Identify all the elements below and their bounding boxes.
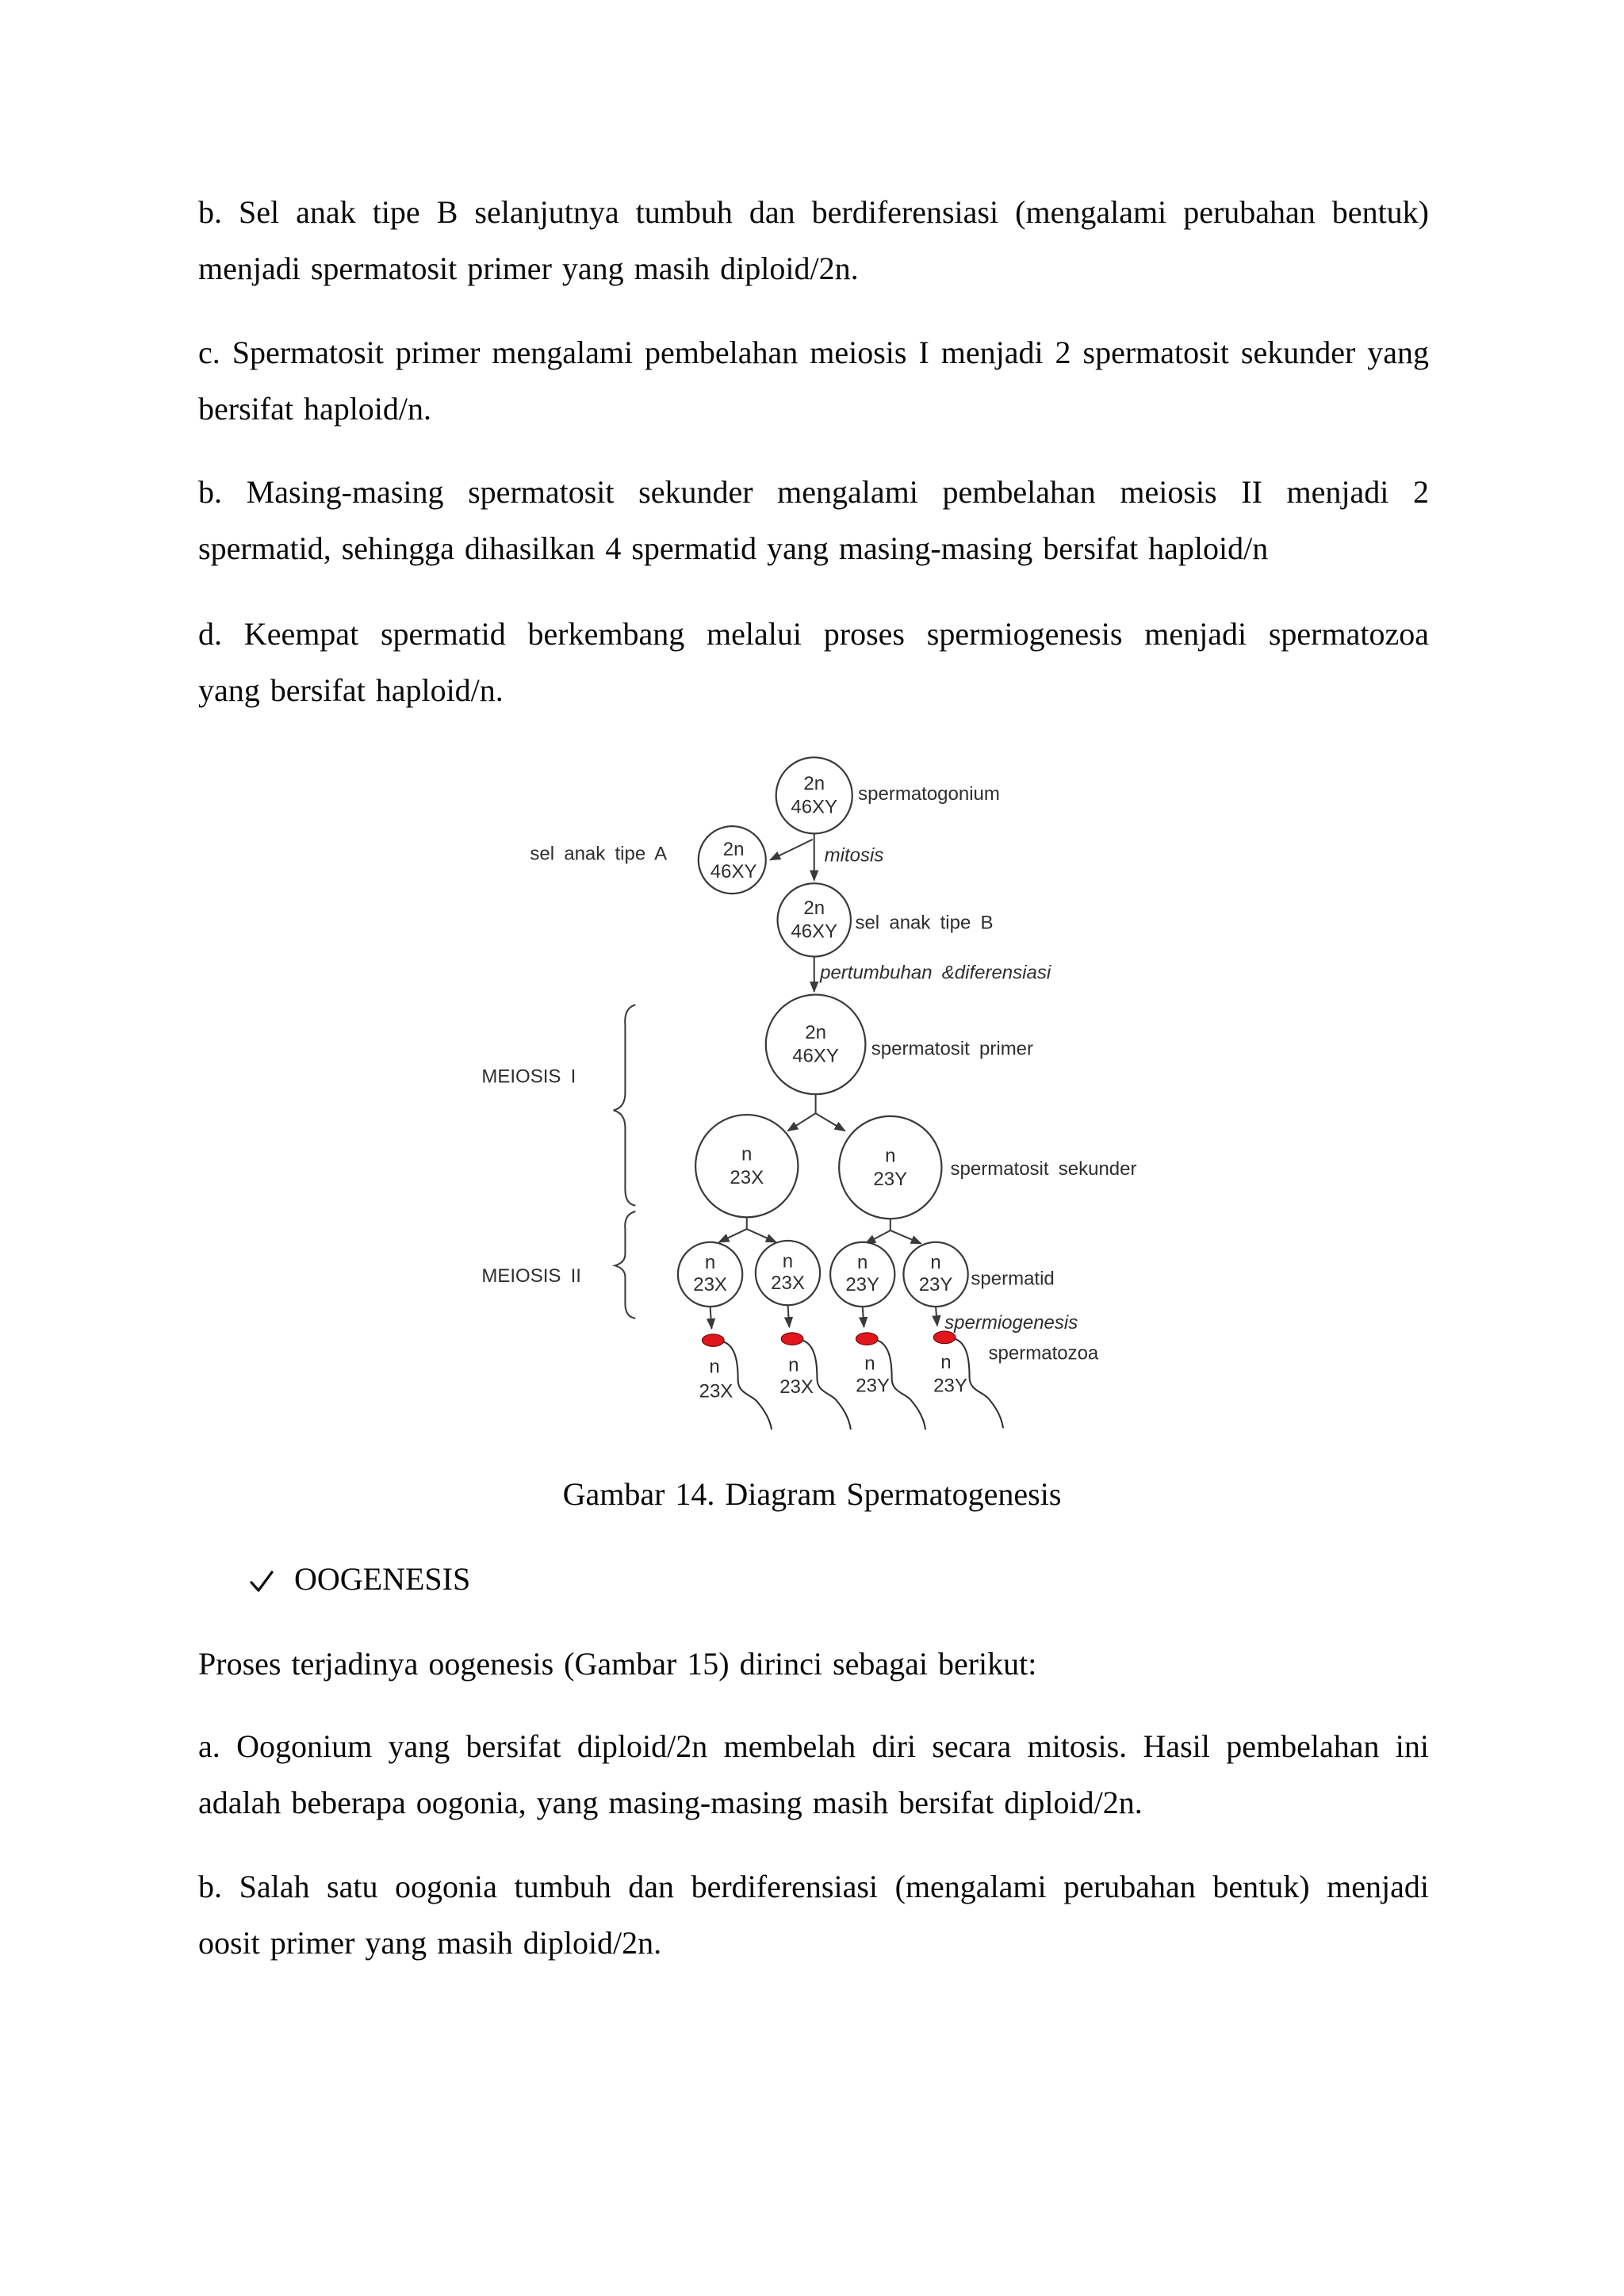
paragraph-meiosis-2 [198,464,1429,576]
paragraph-oogenesis-intro [198,1636,1429,1692]
cell-karyotype: 23Y [845,1273,880,1295]
arrow-to-spermatozoon-1 [710,1307,712,1329]
label-meiosis-2: MEIOSIS II [481,1265,581,1287]
label-spermatozoa: spermatozoa [988,1342,1099,1364]
paragraph-line: b. Sel anak tipe B selanjutnya tumbuh dan berdiferensiasi (mengalami perubahan bentuk) [198,194,1429,230]
arrow-to-daughter-a [770,840,813,860]
cell-ploidy: n [782,1250,794,1272]
cell-karyotype: 46XY [710,860,757,882]
sperm-head [781,1333,803,1345]
sperm-ploidy: n [940,1351,952,1373]
checkmark-icon [249,1570,274,1594]
cell-spermatid-3 [830,1242,894,1307]
paragraph-line: menjadi spermatosit primer yang masih diploid/2n. [198,251,859,286]
arrow-to-secondary-right [816,1113,845,1131]
cell-circle [839,1116,941,1219]
cell-ploidy: n [930,1252,941,1274]
sperm-ploidy: n [864,1353,875,1375]
cell-primary-spermatocyte [766,995,866,1095]
paragraph-type-b-differentiation [198,184,1429,297]
cell-ploidy: n [857,1252,868,1274]
arrow-to-spermatid-2 [747,1229,776,1242]
cell-karyotype: 46XY [791,920,838,943]
paragraph-meiosis-1 [198,324,1429,437]
cell-ploidy: 2n [803,897,825,920]
cell-spermatid-4 [903,1242,967,1307]
cell-karyotype: 23X [693,1273,727,1295]
paragraph-primary-oocyte [198,1858,1429,1971]
spermatozoon-3 [856,1333,925,1429]
sperm-karyotype: 23X [699,1380,733,1402]
cell-ploidy: n [885,1145,896,1167]
paragraph-spermiogenesis [198,606,1429,718]
cell-karyotype: 23Y [918,1273,953,1295]
cell-spermatid-1 [678,1242,742,1307]
sperm-karyotype: 23X [779,1376,814,1399]
meiosis-2-brace [615,1211,635,1318]
label-daughter-type-a: sel anak tipe A [530,843,668,865]
cell-secondary-spermatocyte-1 [695,1115,798,1217]
paragraph-line: adalah beberapa oogonia, yang masing-masing masih bersifat diploid/2n. [198,1785,1143,1820]
label-spermatogonium: spermatogonium [858,783,1000,805]
cell-karyotype: 23X [730,1166,764,1188]
cell-karyotype: 46XY [792,1045,839,1067]
arrow-to-spermatid-3 [865,1230,890,1244]
paragraph-line: yang bersifat haploid/n. [198,672,504,708]
paragraph-line: d. Keempat spermatid berkembang melalui proses spermiogenesis menjadi spermatozoa [198,616,1429,652]
paragraph-line: oosit primer yang masih diploid/2n. [198,1925,662,1961]
sperm-head [702,1334,724,1347]
arrow-to-spermatozoon-4 [936,1307,937,1326]
cell-karyotype: 46XY [791,796,838,818]
label-growth-differentiation: pertumbuhan &diferensiasi [820,962,1051,984]
paragraph-line: c. Spermatosit primer mengalami pembelahan meiosis I menjadi 2 spermatosit sekunder yang [198,335,1429,370]
sperm-karyotype: 23Y [933,1375,967,1397]
spermatozoon-1 [699,1334,772,1429]
checkmark-stroke [251,1572,272,1590]
cell-spermatogonium [776,757,852,833]
arrow-to-secondary-left [787,1113,815,1131]
cell-ploidy: n [741,1143,753,1165]
cell-karyotype: 23Y [873,1168,908,1190]
cell-circle [778,883,851,956]
sperm-ploidy: n [788,1354,799,1376]
cell-ploidy: 2n [803,773,825,795]
paragraph-line: bersifat haploid/n. [198,391,432,427]
label-secondary-spermatocyte: spermatosit sekunder [950,1158,1137,1180]
spermatozoon-2 [779,1333,851,1429]
label-daughter-type-b: sel anak tipe B [855,912,994,934]
cell-spermatid-2 [756,1241,820,1305]
cell-karyotype: 23X [771,1272,805,1294]
arrow-to-spermatid-1 [719,1229,747,1242]
label-spermatid: spermatid [971,1268,1055,1290]
paragraph-line: b. Salah satu oogonia tumbuh dan berdiferensiasi (mengalami perubahan bentuk) menjadi [198,1869,1429,1904]
paragraph-line: b. Masing-masing spermatosit sekunder mengalami pembelahan meiosis II menjadi 2 [198,474,1429,510]
cell-circle [695,1115,798,1217]
label-meiosis-1: MEIOSIS I [481,1066,576,1088]
cell-daughter-type-a [699,826,766,894]
paragraph-line: Proses terjadinya oogenesis (Gambar 15) dirinci sebagai berikut: [198,1646,1037,1682]
cell-daughter-type-b [778,883,851,956]
cell-ploidy: 2n [722,839,745,861]
cell-ploidy: 2n [805,1022,826,1044]
label-mitosis: mitosis [824,844,884,867]
meiosis-1-brace [614,1005,636,1206]
cell-circle [776,757,852,833]
arrow-to-spermatid-4 [891,1230,921,1244]
figure-caption: Gambar 14. Diagram Spermatogenesis [562,1476,1062,1512]
arrow-to-spermatozoon-3 [863,1307,864,1327]
cell-circle [766,995,866,1095]
spermatogenesis-diagram [476,747,1157,1436]
label-primary-spermatocyte: spermatosit primer [871,1038,1034,1060]
arrow-to-spermatozoon-2 [787,1305,789,1327]
sperm-ploidy: n [709,1356,720,1378]
sperm-head [856,1333,878,1345]
label-spermiogenesis: spermiogenesis [944,1311,1078,1334]
paragraph-line: spermatid, sehingga dihasilkan 4 spermatid yang masing-masing bersifat haploid/n [198,530,1269,566]
paragraph-line: a. Oogonium yang bersifat diploid/2n membelah diri secara mitosis. Hasil pembelahan ini [198,1728,1429,1764]
sperm-karyotype: 23Y [856,1375,890,1397]
paragraph-oogonium-mitosis [198,1718,1429,1831]
section-heading-oogenesis: OOGENESIS [294,1561,471,1597]
cell-ploidy: n [704,1252,716,1274]
cell-secondary-spermatocyte-2 [839,1116,941,1219]
